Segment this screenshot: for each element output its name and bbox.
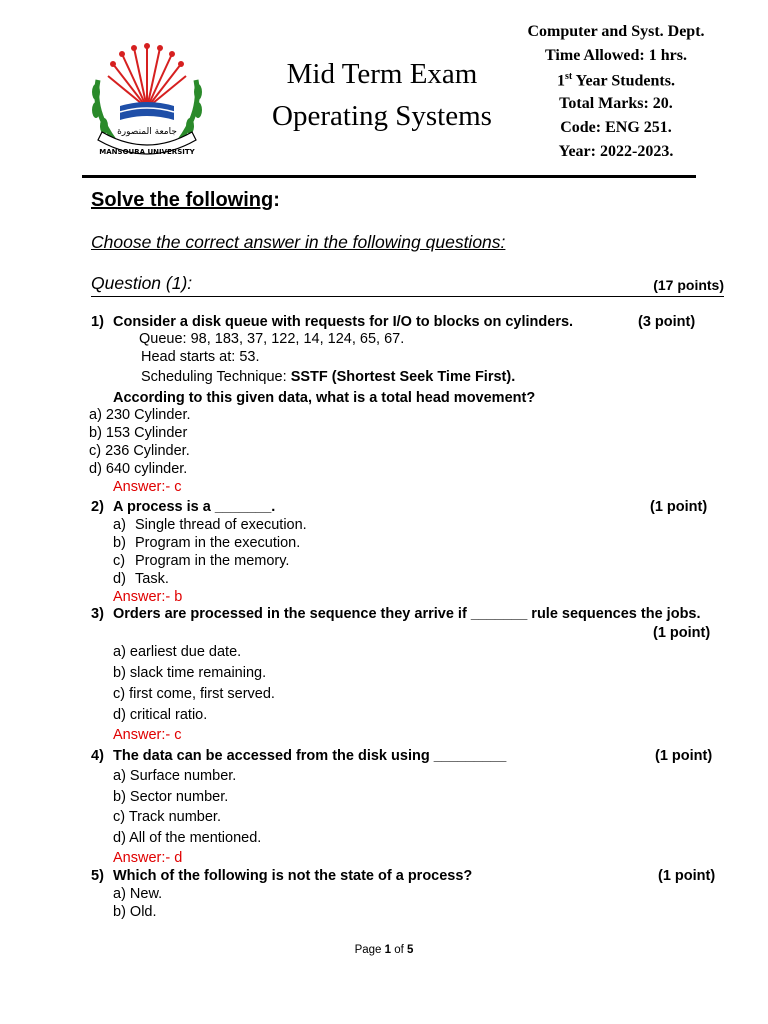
logo-banner-text: MANSOURA UNIVERSITY [99,148,195,156]
exam-title: Mid Term Exam [286,58,478,90]
q5-option-a: a) New. [113,886,163,902]
q4-number: 4) [91,748,104,764]
q2-number: 2) [91,499,104,515]
question-heading-row [91,273,724,297]
q2-option-b: b) Program in the execution. [113,535,301,551]
q4-option-d: d) All of the mentioned. [113,830,262,846]
q1-text: Consider a disk queue with requests for I/O to blocks on cylinders. [113,314,574,330]
q3-option-d: d) critical ratio. [113,707,208,723]
q4-option-c: c) Track number. [113,809,221,825]
q5-option-b: b) Old. [113,904,157,920]
q1-technique: Scheduling Technique: SSTF (Shortest Seek Time First). [141,369,516,385]
course-title: Operating Systems [272,100,492,132]
question-points: (17 points) [653,277,724,293]
q2-option-d: d) Task. [113,571,169,587]
q4-option-a: a) Surface number. [113,768,237,784]
academic-year: Year: 2022-2023. [558,143,674,160]
q1-option-d: d) 640 cylinder. [89,461,188,477]
q2-option-c: c) Program in the memory. [113,553,290,569]
sunburst-rays [108,43,186,108]
q1-option-a: a) 230 Cylinder. [89,407,191,423]
q3-answer: Answer:- c [113,727,182,743]
q2-answer: Answer:- b [113,589,183,605]
book-emblem [117,102,177,137]
q1-option-c: c) 236 Cylinder. [89,443,190,459]
q3-text: Orders are processed in the sequence they arrive if _______ rule sequences the jobs. [113,606,701,622]
q3-option-b: b) slack time remaining. [113,665,267,681]
q3-option-a: a) earliest due date. [113,644,242,660]
header-divider [82,175,696,178]
q2-text: A process is a _______. [113,499,276,515]
q5-points: (1 point) [658,868,716,884]
q1-number: 1) [91,314,104,330]
q3-points: (1 point) [653,625,711,641]
total-marks: Total Marks: 20. [559,95,673,112]
q2-option-a: a) Single thread of execution. [113,517,307,533]
q1-answer: Answer:- c [113,479,182,495]
q1-points: (3 point) [638,314,696,330]
q4-answer: Answer:- d [113,850,183,866]
q5-number: 5) [91,868,104,884]
q4-text: The data can be accessed from the disk using _________ [113,748,507,764]
q1-option-b: b) 153 Cylinder [89,425,188,441]
q2-points: (1 point) [650,499,708,515]
department: Computer and Syst. Dept. [527,23,705,40]
q1-head: Head starts at: 53. [141,349,260,365]
q3-number: 3) [91,606,104,622]
instruction: Choose the correct answer in the following questions: [91,232,506,252]
q4-option-b: b) Sector number. [113,789,229,805]
page-number: Page 1 of 5 [354,944,414,956]
course-code: Code: ENG 251. [560,119,672,136]
q4-points: (1 point) [655,748,713,764]
year-students: 1st Year Students. [557,71,675,90]
svg-text:جامعة المنصورة: جامعة المنصورة [117,127,177,137]
q1-prompt: According to this given data, what is a total head movement? [113,390,536,406]
time-allowed: Time Allowed: 1 hrs. [545,47,687,64]
university-logo [84,40,210,170]
q5-text: Which of the following is not the state of a process? [113,868,473,884]
q3-option-c: c) first come, first served. [113,686,275,702]
section-heading: Solve the following: [91,189,280,211]
question-label: Question (1): [91,273,193,293]
q1-queue: Queue: 98, 183, 37, 122, 14, 124, 65, 67. [139,331,405,347]
